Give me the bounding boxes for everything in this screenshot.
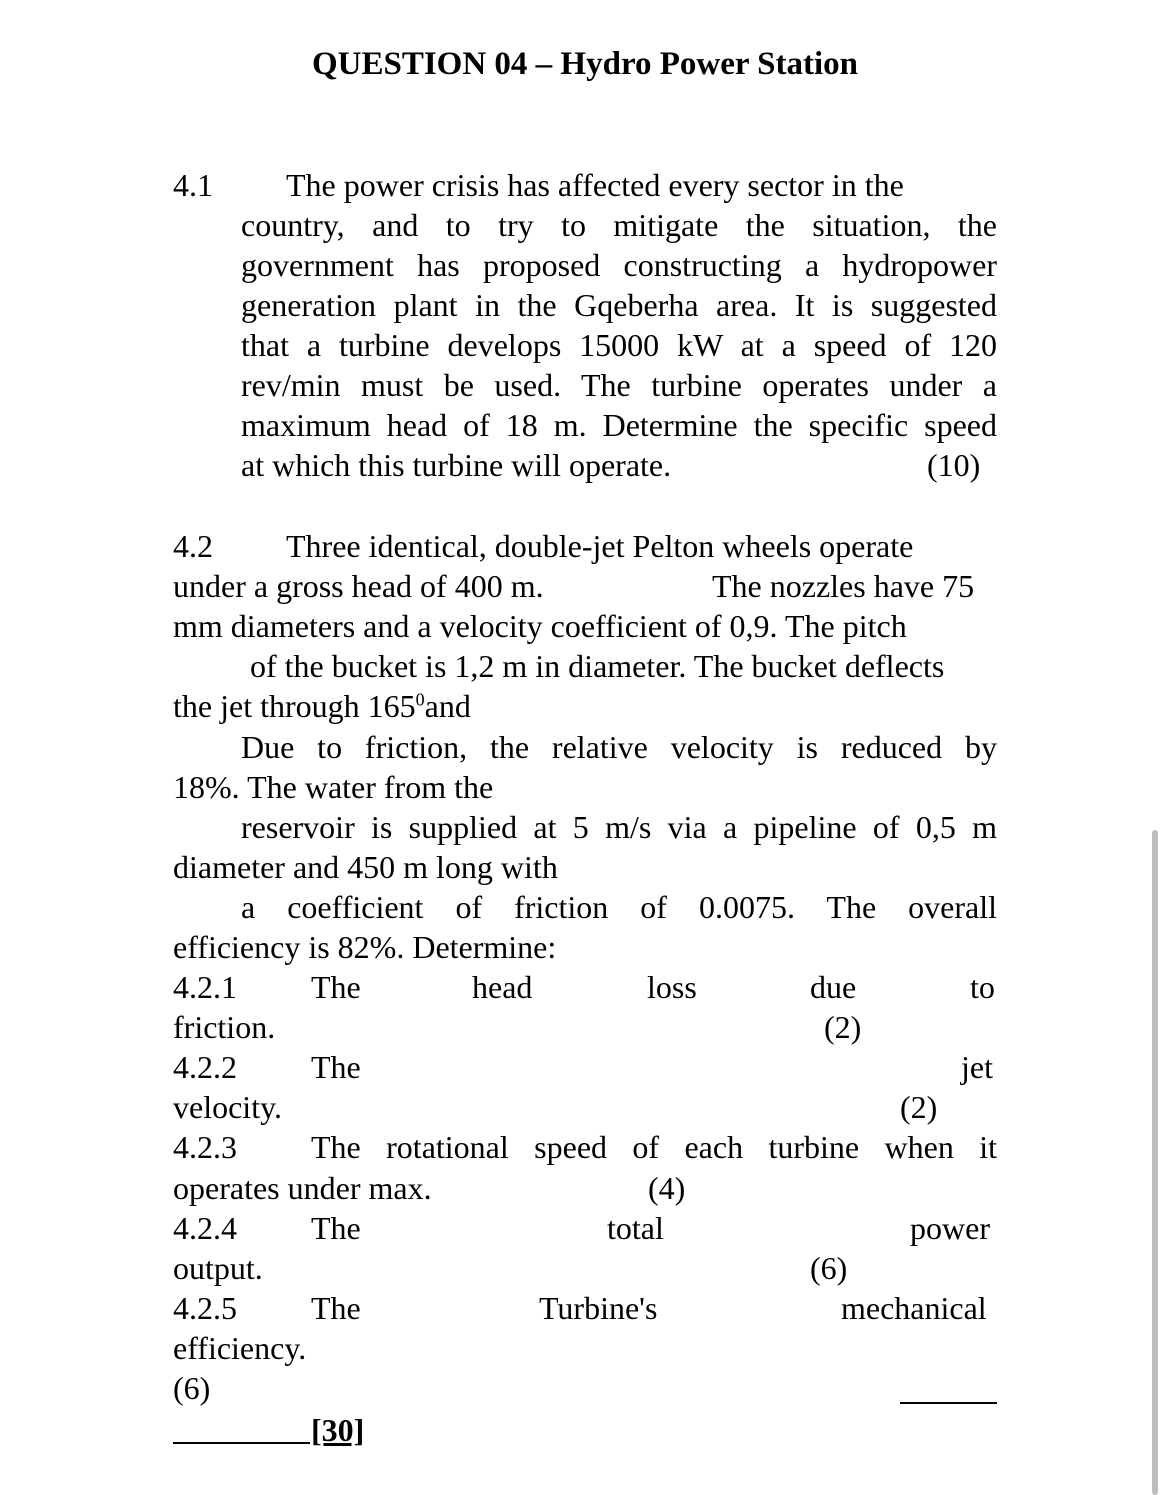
q42-line: Three identical, double-jet Pelton wheels operate	[286, 528, 914, 564]
q42-line-deflection: the jet through $165^0and$	[173, 688, 471, 724]
q42-line: reservoir is supplied at 5 m/s via a pipeline of 0,5 m	[241, 809, 997, 845]
sub-question-word: power	[910, 1210, 990, 1246]
sub-question-continuation: output.	[173, 1250, 263, 1286]
scrollbar[interactable]	[1152, 830, 1158, 1495]
sub-question-marks: (6)	[173, 1370, 211, 1406]
q41-line: that a turbine develops 15000 kW at a speed of 120	[241, 327, 997, 363]
q42-line: under a gross head of 400 m.	[173, 568, 544, 604]
sub-question-word: The	[311, 1210, 361, 1246]
sub-question-number: 4.2.2	[173, 1049, 237, 1085]
q42-line: mm diameters and a velocity coefficient of 0,9. The pitch	[173, 608, 907, 644]
sub-question-word: The	[311, 1290, 361, 1326]
q42-line: of the bucket is 1,2 m in diameter. The bucket deflects	[250, 648, 945, 684]
sub-question-continuation: operates under max.	[173, 1170, 432, 1206]
sub-question-continuation: velocity.	[173, 1089, 282, 1125]
q41-line: at which this turbine will operate.	[241, 447, 672, 483]
sub-question-continuation: friction.	[173, 1009, 276, 1045]
sub-question-line: The rotational speed of each turbine when it	[311, 1129, 997, 1165]
question-title: QUESTION 04 – Hydro Power Station	[311, 46, 859, 82]
sub-question-word: mechanical	[841, 1290, 987, 1326]
q41-line: rev/min must be used. The turbine operates under a	[241, 367, 997, 403]
question-number-4-1: 4.1	[173, 167, 213, 203]
q41-line: country, and to try to mitigate the situation, the	[241, 207, 997, 243]
q42-line: diameter and 450 m long with	[173, 849, 558, 885]
sub-question-word: Turbine's	[539, 1290, 658, 1326]
sub-question-number: 4.2.3	[173, 1129, 237, 1165]
sub-question-word: head	[472, 969, 533, 1005]
q41-marks: (10)	[927, 447, 981, 483]
sub-question-word: total	[607, 1210, 664, 1246]
sub-question-word: The	[311, 969, 361, 1005]
q42-line: 18%. The water from the	[173, 769, 494, 805]
sub-question-continuation: efficiency.	[173, 1330, 307, 1366]
sub-question-number: 4.2.4	[173, 1210, 237, 1246]
underline-rule	[900, 1402, 997, 1404]
q42-line: The nozzles have 75	[712, 568, 975, 604]
sub-question-number: 4.2.5	[173, 1290, 237, 1326]
sub-question-marks: (2)	[824, 1009, 862, 1045]
sub-question-word: loss	[647, 969, 697, 1005]
sub-question-marks: (2)	[900, 1089, 938, 1125]
underline-rule	[173, 1442, 310, 1444]
q41-line: generation plant in the Gqeberha area. It is suggested	[241, 287, 997, 323]
total-marks: [30]	[311, 1412, 365, 1448]
q41-line: maximum head of 18 m. Determine the specific speed	[241, 407, 997, 443]
sub-question-marks: (4)	[648, 1170, 686, 1206]
sub-question-word: jet	[961, 1049, 993, 1085]
q42-line: a coefficient of friction of 0.0075. The overall	[241, 889, 997, 925]
sub-question-word: due	[810, 969, 857, 1005]
q41-line: The power crisis has affected every sector in the	[286, 167, 904, 203]
sub-question-word: The	[311, 1049, 361, 1085]
question-number-4-2: 4.2	[173, 528, 213, 564]
q42-line: Due to friction, the relative velocity is reduced by	[241, 729, 997, 765]
sub-question-word: to	[970, 969, 995, 1005]
degree-superscript: 0	[415, 689, 425, 710]
q42-line: efficiency is 82%. Determine:	[173, 929, 557, 965]
q41-line: government has proposed constructing a hydropower	[241, 247, 997, 283]
sub-question-number: 4.2.1	[173, 969, 237, 1005]
sub-question-marks: (6)	[810, 1250, 848, 1286]
